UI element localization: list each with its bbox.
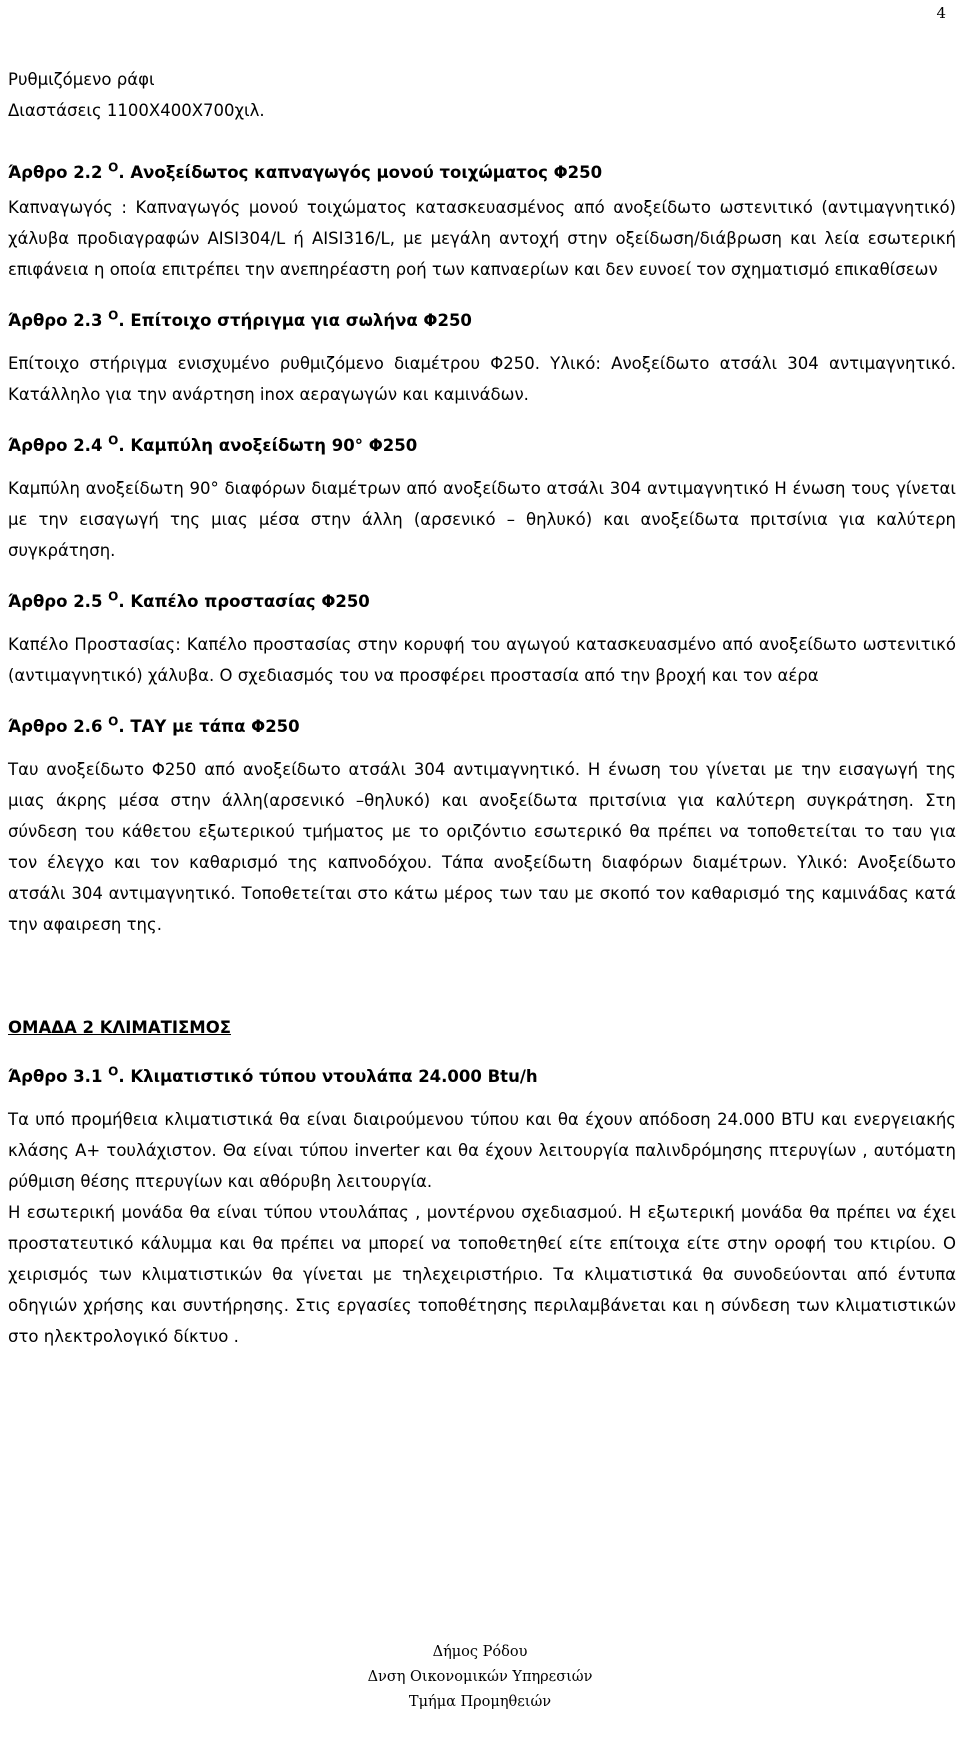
footer-section: Τμήμα Προμηθειών bbox=[408, 1694, 552, 1710]
article-title: Άρθρο 3.1 $^O$. Κλιματιστικό τύπου ντουλάπα 24.000 Btu/h bbox=[8, 1064, 538, 1086]
intro-shelf-title: Ρυθμιζόμενο ράφι bbox=[8, 70, 155, 89]
article-text: Τα υπό προμήθεια κλιματιστικά θα είναι διαιρούμενου τύπου και θα έχουν απόδοση 24.000 BTU και ενεργειακής κλάσης Α+ τουλάχιστον. Θα είναι τύπου inverter και θα έχουν λειτουργία παλινδρόμησης πτερυγίων , αυτόματη ρύθμιση θέσης πτερυγίων και αθόρυβη λειτουργία. bbox=[8, 1110, 956, 1191]
article-text: Καμπύλη ανοξείδωτη 90° διαφόρων διαμέτρων από ανοξείδωτο ατσάλι 304 αντιμαγνητικό Η ένωση τους γίνεται με την εισαγωγή της μιας μέσα στην άλλη (αρσενικό – θηλυκό) και ανοξείδωτα πριτσίνια για καλύτερη συγκράτηση. bbox=[8, 479, 956, 560]
article-title: Άρθρο 2.6 $^O$. ΤΑΥ με τάπα Φ250 bbox=[8, 714, 300, 736]
footer-municipality: Δήμος Ρόδου bbox=[432, 1644, 528, 1660]
article-title: Άρθρο 2.4 $^O$. Καμπύλη ανοξείδωτη 90° Φ250 bbox=[8, 433, 418, 455]
article-text: Καπέλο Προστασίας: Καπέλο προστασίας στην κορυφή του αγωγού κατασκευασμένο από ανοξείδωτο ωστενιτικό (αντιμαγνητικό) χάλυβα. Ο σχεδιασμός του να προσφέρει προστασία από την βροχή και τον αέρα bbox=[8, 635, 956, 685]
article-title: Άρθρο 2.5 $^O$. Καπέλο προστασίας Φ250 bbox=[8, 589, 370, 611]
footer bbox=[0, 1640, 960, 1715]
article-2-5 bbox=[8, 586, 956, 691]
article-text: Επίτοιχο στήριγμα ενισχυμένο ρυθμιζόμενο διαμέτρου Φ250. Υλικό: Ανοξείδωτο ατσάλι 304 αντιμαγνητικό. Κατάλληλο για την ανάρτηση inox αεραγωγών και καμινάδων. bbox=[8, 354, 956, 404]
intro-dimensions: Διαστάσεις 1100Χ400Χ700χιλ. bbox=[8, 101, 265, 120]
article-3-1 bbox=[8, 1061, 956, 1352]
article-title: Άρθρο 2.2 $^O$. Ανοξείδωτος καπναγωγός μονού τοιχώματος Φ250 bbox=[8, 160, 603, 182]
page-number: 4 bbox=[936, 4, 946, 22]
spacer bbox=[8, 126, 956, 157]
article-2-2 bbox=[8, 157, 956, 285]
article-text: Καπναγωγός : Καπναγωγός μονού τοιχώματος κατασκευασμένος από ανοξείδωτο ωστενιτικό (αντιμαγνητικό) χάλυβα προδιαγραφών AISI304/L ή AISI316/L, με μεγάλη αντοχή στην οξείδωση/διάβρωση και λεία εσωτερική επιφάνεια η οποία επιτρέπει την ανεπηρέαστη ροή των καπναερίων και δεν ευνοεί τον σχηματισμό επικαθίσεων bbox=[8, 198, 956, 279]
footer-department: Δνση Οικονομικών Υπηρεσιών bbox=[367, 1669, 593, 1685]
spacer bbox=[8, 960, 956, 1012]
article-text: Η εσωτερική μονάδα θα είναι τύπου ντουλάπας , μοντέρνου σχεδιασμού. Η εξωτερική μονάδα θα πρέπει να έχει προστατευτικό κάλυμμα και θα πρέπει να μπορεί να τοποθετηθεί είτε επίτοιχα είτε στην οροφή του κτιρίου. Ο χειρισμός των κλιματιστικών θα γίνεται με τηλεχειριστήριο. Τα κλιματιστικά θα συνοδεύονται από έντυπα οδηγιών χρήσης και συντήρησης. Στις εργασίες τοποθέτησης περιλαμβάνεται και η σύνδεση των κλιματιστικών στο ηλεκτρολογικό δίκτυο . bbox=[8, 1203, 956, 1346]
document-body bbox=[8, 64, 956, 1372]
group-title: ΟΜΑΔΑ 2 ΚΛΙΜΑΤΙΣΜΟΣ bbox=[8, 1018, 231, 1037]
article-2-3 bbox=[8, 305, 956, 410]
article-2-4 bbox=[8, 430, 956, 566]
article-2-6 bbox=[8, 711, 956, 940]
article-text: Ταυ ανοξείδωτο Φ250 από ανοξείδωτο ατσάλι 304 αντιμαγνητικό. Η ένωση του γίνεται με την εισαγωγή της μιας άκρης μέσα στην άλλη(αρσενικό –θηλυκό) και ανοξείδωτα πριτσίνια για καλύτερη συγκράτηση. Στη σύνδεση του κάθετου εξωτερικού τμήματος με το οριζόντιο εσωτερικό θα πρέπει να τοποθετείται το ταυ για τον έλεγχο και τον καθαρισμό της καπνοδόχου. Τάπα ανοξείδωτη διαφόρων διαμέτρων. Υλικό: Ανοξείδωτο ατσάλι 304 αντιμαγνητικό. Τοποθετείται στο κάτω μέρος των ταυ με σκοπό τον καθαρισμό της καμινάδας κατά την αφαιρεση της. bbox=[8, 760, 956, 934]
article-title: Άρθρο 2.3 $^O$. Επίτοιχο στήριγμα για σωλήνα Φ250 bbox=[8, 308, 472, 330]
